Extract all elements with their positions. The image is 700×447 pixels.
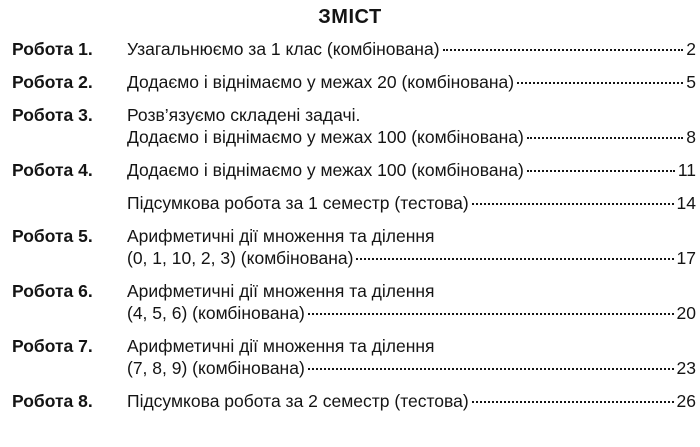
dot-leader [356,258,673,260]
dot-leader [308,313,674,315]
toc-page-number: 11 [677,160,696,180]
toc-entry [12,192,696,214]
toc-entry-title: Арифметичні дії множення та ділення [127,281,435,301]
toc-entry-title: Арифметичні дії множення та ділення [127,226,435,246]
toc-entry-line [127,335,696,357]
toc-entry-line [127,390,696,412]
toc-entry-label: Робота 8. [12,391,93,411]
toc-page-number: 8 [686,127,696,147]
toc-page-number: 14 [676,193,696,213]
toc-entry-line [127,38,696,60]
toc-entry-line [127,225,696,247]
toc-entry-title: Додаємо і віднімаємо у межах 100 (комбінована) [127,160,524,180]
toc-entry-title-continued: Додаємо і віднімаємо у межах 100 (комбінована) [127,127,524,147]
toc-entry [12,335,696,379]
toc-entry-line [127,104,696,126]
toc-entry [12,159,696,181]
dot-leader [443,49,684,51]
toc-entry-line [127,159,696,181]
toc-entry-title: Додаємо і віднімаємо у межах 20 (комбінована) [127,72,515,92]
toc-entry-line [127,357,696,379]
toc-entry [12,38,696,60]
table-of-contents [12,38,696,423]
toc-entry-label: Робота 7. [12,336,93,356]
toc-entry [12,280,696,324]
toc-entry [12,390,696,412]
toc-entry-label: Робота 2. [12,72,93,92]
dot-leader [527,170,675,172]
toc-entry-line [127,192,696,214]
toc-entry-title: Підсумкова робота за 2 семестр (тестова) [127,391,469,411]
toc-entry [12,225,696,269]
toc-entry-title-continued: (0, 1, 10, 2, 3) (комбінована) [127,248,354,268]
toc-entry-title: Узагальнюємо за 1 клас (комбінована) [127,39,440,59]
toc-entry-label: Робота 3. [12,105,93,125]
toc-page-number: 23 [676,358,696,378]
dot-leader [472,203,674,205]
toc-entry-title: Підсумкова робота за 1 семестр (тестова) [127,193,469,213]
toc-entry-title-continued: (7, 8, 9) (комбінована) [127,358,305,378]
toc-entry-label: Робота 1. [12,39,93,59]
page-title: ЗМІСТ [318,6,382,28]
dot-leader [472,401,674,403]
toc-entry-label: Робота 6. [12,281,93,301]
toc-entry-line [127,280,696,302]
dot-leader [308,368,674,370]
toc-entry [12,71,696,93]
toc-page-number: 20 [676,303,696,323]
toc-entry-label: Робота 5. [12,226,93,246]
toc-entry-label: Робота 4. [12,160,93,180]
toc-entry-title: Арифметичні дії множення та ділення [127,336,435,356]
toc-entry-line [127,302,696,324]
toc-page-number: 17 [676,248,696,268]
toc-page-number: 2 [686,39,696,59]
toc-page-number: 5 [686,72,696,92]
dot-leader [517,82,683,84]
toc-entry-line [127,71,696,93]
toc-entry-line [127,247,696,269]
toc-entry-title: Розв’язуємо складені задачі. [127,105,361,125]
toc-entry-title-continued: (4, 5, 6) (комбінована) [127,303,305,323]
toc-entry [12,104,696,148]
dot-leader [527,137,683,139]
toc-page-number: 26 [676,391,696,411]
toc-entry-line [127,126,696,148]
